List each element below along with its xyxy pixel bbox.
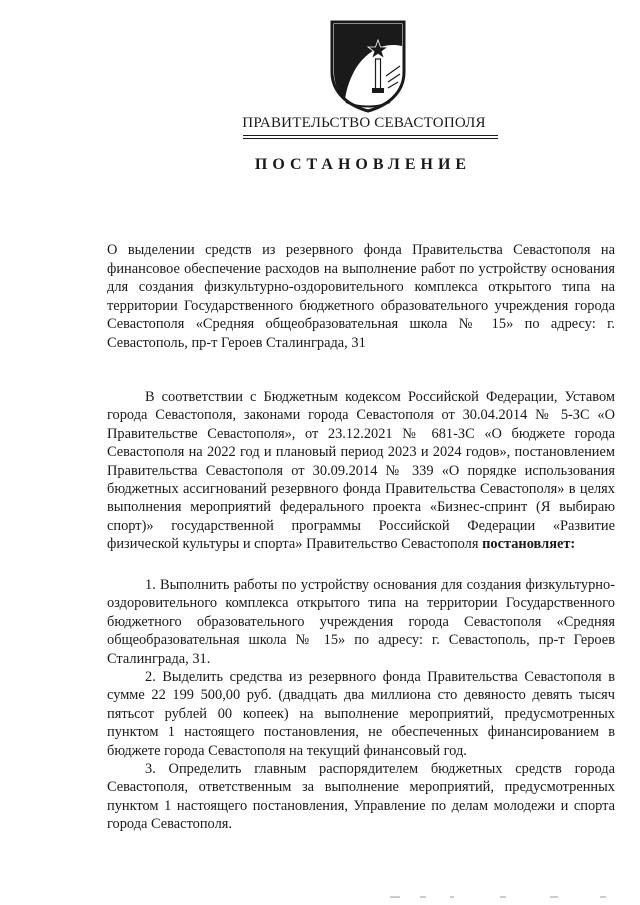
preamble-text: В соответствии с Бюджетным кодексом Российской Федерации, Уставом города Севастополя, законами города Севастополя от 30.04.2014 № 5-ЗС «О Правительстве Севастополя», от 23.12.2021 № 681-ЗС «О бюджете города Севастополя на 2022 год и плановый период 2023 и 2024 годов», постановлением Правительства Севастополя от 30.09.2014 № 339 «О порядке использования бюджетных ассигнований резервного фонда Правительства Севастополя» в целях выполнения мероприятий федерального проекта «Бизнес-спринт (Я выбираю спорт)» государственной программы Российской Федерации «Развитие физической культуры и спорта» Правительство Севастополя [107,389,615,553]
document-subject: О выделении средств из резервного фонда Правительства Севастополя на финансовое обеспечение расходов на выполнение работ по устройству основания для создания физкультурно-оздоровительного комплекса открытого типа на территории Государственного бюджетного образовательного учреждения города Севастополя «Средняя общеобразовательная школа № 15» по адресу: г. Севастополь, пр-т Героев Сталинграда, 31 [107,242,615,351]
government-title: ПРАВИТЕЛЬСТВО СЕВАСТОПОЛЯ [242,115,486,131]
title-divider [243,138,498,139]
resolves-keyword: постановляет: [482,536,576,553]
title-divider [243,135,498,136]
preamble-section [107,388,615,554]
document-type-title: ПОСТАНОВЛЕНИЕ [254,156,472,173]
scan-artifact [380,893,640,901]
clause-2: 2. Выделить средства из резервного фонда Правительства Севастополя в сумме 22 199 500,00 руб. (двадцать два миллиона сто девяносто девять тысяч пятьсот рублей 00 копеек) на выполнение мероприятий, предусмотренных пунктом 1 настоящего постановления, не обеспеченных финансированием в бюджете города Севастополя на текущий финансовый год. [107,669,615,759]
coat-of-arms-icon [326,16,410,114]
clauses-section [107,576,615,834]
clause-1: 1. Выполнить работы по устройству основания для создания физкультурно-оздоровительного комплекса открытого типа на территории Государственного бюджетного образовательного учреждения города Севастополя «Средняя общеобразовательная школа № 15» по адресу: г. Севастополь, пр-т Героев Сталинграда, 31. [107,577,615,667]
clause-3: 3. Определить главным распорядителем бюджетных средств города Севастополя, ответственным за выполнение мероприятий, предусмотренных пунктом 1 настоящего постановления, Управление по делам молодежи и спорта города Севастополя. [107,761,615,833]
preamble-paragraph [107,388,615,554]
